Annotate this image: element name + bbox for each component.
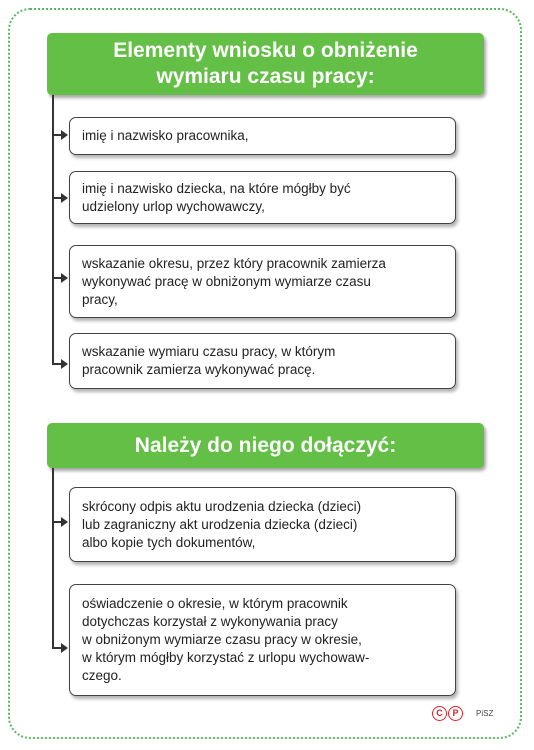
copyright-logo (432, 706, 463, 721)
section2-title: Należy do niego dołączyć: (134, 433, 397, 457)
section1-title-line2: wymiaru czasu pracy: (156, 65, 375, 88)
item-text-line: wskazanie wymiaru czasu pracy, w którym (82, 344, 336, 359)
item-text-line: w obniżonym wymiarze czasu pracy w okresie, (82, 632, 362, 647)
item-text-line: skrócony odpis aktu urodzenia dziecka (dzieci) (82, 498, 362, 514)
item-text-line: pracownik zamierza wykonywać pracę. (82, 362, 316, 377)
section1-item-4 (69, 333, 456, 389)
section1-title-line1: Elementy wniosku o obniżenie (113, 39, 418, 62)
section2-header (47, 423, 484, 468)
item-text-line: udzielony urlop wychowawczy, (82, 198, 265, 214)
item-text-line: imię i nazwisko pracownika, (82, 128, 249, 143)
copyright-p-icon: P (448, 706, 463, 721)
section1-item-1 (69, 117, 456, 155)
copyright-c-icon: C (432, 706, 447, 721)
item-text-line: wykonywać pracę w obniżonym wymiarze czasu (82, 273, 371, 289)
item-text-line: imię i nazwisko dziecka, na które mógłby być (82, 180, 351, 196)
item-text-line: czego. (82, 668, 122, 683)
section2-connector-line (52, 468, 54, 649)
item-text-line: oświadczenie o okresie, w którym pracownik (82, 596, 348, 611)
arrow-right-icon (61, 517, 68, 527)
arrow-right-icon (61, 130, 68, 140)
arrow-right-icon (61, 359, 68, 369)
arrow-right-icon (61, 193, 68, 203)
section1-item-2 (69, 171, 456, 224)
item-text-line: w którym mógłby korzystać z urlopu wychowaw- (82, 650, 370, 665)
brand-label: PiSZ (476, 709, 494, 718)
section2-item-1 (69, 487, 456, 562)
item-text-line: albo kopie tych dokumentów, (82, 534, 256, 550)
item-text-line: pracy, (82, 291, 118, 307)
section2-item-2 (69, 584, 456, 696)
arrow-right-icon (61, 273, 68, 283)
item-text-line: wskazanie okresu, przez który pracownik zamierza (82, 255, 386, 271)
section1-header (47, 33, 484, 95)
item-text-line: dotychczas korzystał z wykonywania pracy (82, 614, 338, 629)
arrow-right-icon (61, 643, 68, 653)
section1-item-3 (69, 245, 456, 318)
item-text-line: lub zagraniczny akt urodzenia dziecka (dzieci) (82, 516, 358, 532)
